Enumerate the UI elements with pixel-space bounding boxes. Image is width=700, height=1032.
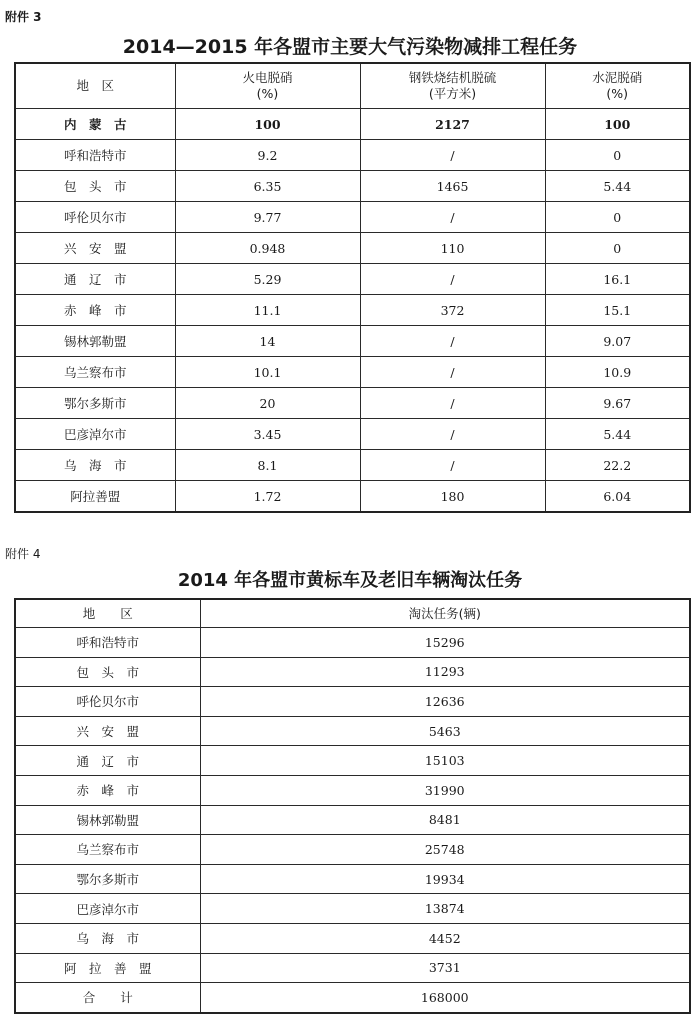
header-region bbox=[15, 63, 175, 109]
steel-sintering-value: 2127 bbox=[360, 109, 545, 140]
table-row bbox=[15, 983, 690, 1013]
thermal-power-value: 8.1 bbox=[175, 450, 360, 481]
vehicle-elimination-table bbox=[14, 598, 691, 1014]
region-cell: 内 蒙 古 bbox=[15, 109, 175, 140]
header-region-label: 地 区 bbox=[76, 78, 114, 93]
header-steel-sintering-desulfurization bbox=[360, 63, 545, 109]
cement-value: 22.2 bbox=[545, 450, 690, 481]
table-row bbox=[15, 628, 690, 658]
table-row bbox=[15, 657, 690, 687]
table-row bbox=[15, 419, 690, 450]
cement-value: 9.67 bbox=[545, 388, 690, 419]
table-row bbox=[15, 171, 690, 202]
annex-3-title: 2014—2015 年各盟市主要大气污染物减排工程任务 bbox=[122, 36, 578, 58]
elimination-value: 15296 bbox=[200, 628, 690, 658]
region-cell: 通 辽 市 bbox=[15, 264, 175, 295]
cement-value: 5.44 bbox=[545, 419, 690, 450]
region-cell: 乌 海 市 bbox=[15, 923, 200, 953]
steel-sintering-value: 372 bbox=[360, 295, 545, 326]
steel-sintering-value: / bbox=[360, 419, 545, 450]
region-cell: 阿 拉 善 盟 bbox=[15, 953, 200, 983]
region-cell: 兴 安 盟 bbox=[15, 716, 200, 746]
steel-sintering-value: / bbox=[360, 450, 545, 481]
table-row bbox=[15, 835, 690, 865]
thermal-power-value: 1.72 bbox=[175, 481, 360, 513]
table-row bbox=[15, 805, 690, 835]
elimination-value: 11293 bbox=[200, 657, 690, 687]
table-row bbox=[15, 746, 690, 776]
thermal-power-value: 100 bbox=[175, 109, 360, 140]
annex-3-label: 附件 3 bbox=[5, 10, 42, 24]
cement-value: 0 bbox=[545, 202, 690, 233]
emission-reduction-table bbox=[14, 62, 691, 513]
header-region: 地 区 bbox=[15, 599, 200, 628]
thermal-power-value: 9.2 bbox=[175, 140, 360, 171]
region-cell: 锡林郭勒盟 bbox=[15, 805, 200, 835]
steel-sintering-value: 180 bbox=[360, 481, 545, 513]
cement-value: 0 bbox=[545, 233, 690, 264]
steel-sintering-value: / bbox=[360, 357, 545, 388]
cement-value: 9.07 bbox=[545, 326, 690, 357]
elimination-value: 19934 bbox=[200, 864, 690, 894]
thermal-power-value: 14 bbox=[175, 326, 360, 357]
region-cell: 呼和浩特市 bbox=[15, 628, 200, 658]
table-row bbox=[15, 481, 690, 513]
header-thermal-power-denitration bbox=[175, 63, 360, 109]
region-cell: 赤 峰 市 bbox=[15, 775, 200, 805]
header-col3-line1: 水泥脱硝 bbox=[592, 70, 643, 85]
table-row bbox=[15, 864, 690, 894]
thermal-power-value: 5.29 bbox=[175, 264, 360, 295]
elimination-value: 8481 bbox=[200, 805, 690, 835]
region-cell: 赤 峰 市 bbox=[15, 295, 175, 326]
steel-sintering-value: / bbox=[360, 264, 545, 295]
table-row bbox=[15, 295, 690, 326]
region-cell: 鄂尔多斯市 bbox=[15, 388, 175, 419]
table-row bbox=[15, 388, 690, 419]
region-cell: 乌兰察布市 bbox=[15, 835, 200, 865]
table-row bbox=[15, 953, 690, 983]
table-row bbox=[15, 233, 690, 264]
elimination-value: 31990 bbox=[200, 775, 690, 805]
region-cell: 呼伦贝尔市 bbox=[15, 687, 200, 717]
region-cell: 包 头 市 bbox=[15, 657, 200, 687]
header-col2-line1: 钢铁烧结机脱硫 bbox=[408, 70, 497, 85]
steel-sintering-value: / bbox=[360, 140, 545, 171]
region-cell: 合 计 bbox=[15, 983, 200, 1013]
elimination-value: 5463 bbox=[200, 716, 690, 746]
steel-sintering-value: / bbox=[360, 388, 545, 419]
header-col2-line2: (平方米) bbox=[428, 86, 477, 101]
header-cement-denitration bbox=[545, 63, 690, 109]
thermal-power-value: 6.35 bbox=[175, 171, 360, 202]
table-row bbox=[15, 109, 690, 140]
cement-value: 100 bbox=[545, 109, 690, 140]
region-cell: 乌 海 市 bbox=[15, 450, 175, 481]
table-row bbox=[15, 923, 690, 953]
steel-sintering-value: / bbox=[360, 326, 545, 357]
region-cell: 呼伦贝尔市 bbox=[15, 202, 175, 233]
region-cell: 兴 安 盟 bbox=[15, 233, 175, 264]
elimination-value: 3731 bbox=[200, 953, 690, 983]
thermal-power-value: 3.45 bbox=[175, 419, 360, 450]
elimination-value: 15103 bbox=[200, 746, 690, 776]
table-row bbox=[15, 894, 690, 924]
cement-value: 6.04 bbox=[545, 481, 690, 513]
annex-4-label: 附件 4 bbox=[5, 547, 41, 561]
region-cell: 通 辽 市 bbox=[15, 746, 200, 776]
region-cell: 巴彦淖尔市 bbox=[15, 894, 200, 924]
table-row bbox=[15, 202, 690, 233]
elimination-value: 25748 bbox=[200, 835, 690, 865]
region-cell: 鄂尔多斯市 bbox=[15, 864, 200, 894]
table-row bbox=[15, 716, 690, 746]
thermal-power-value: 10.1 bbox=[175, 357, 360, 388]
region-cell: 呼和浩特市 bbox=[15, 140, 175, 171]
table-row bbox=[15, 357, 690, 388]
thermal-power-value: 0.948 bbox=[175, 233, 360, 264]
region-cell: 乌兰察布市 bbox=[15, 357, 175, 388]
table-header-row bbox=[15, 63, 690, 109]
cement-value: 5.44 bbox=[545, 171, 690, 202]
table-row bbox=[15, 326, 690, 357]
steel-sintering-value: 1465 bbox=[360, 171, 545, 202]
header-col1-line1: 火电脱硝 bbox=[242, 70, 293, 85]
table-row bbox=[15, 775, 690, 805]
table-row bbox=[15, 450, 690, 481]
region-cell: 锡林郭勒盟 bbox=[15, 326, 175, 357]
region-cell: 巴彦淖尔市 bbox=[15, 419, 175, 450]
thermal-power-value: 11.1 bbox=[175, 295, 360, 326]
thermal-power-value: 9.77 bbox=[175, 202, 360, 233]
elimination-value: 168000 bbox=[200, 983, 690, 1013]
steel-sintering-value: 110 bbox=[360, 233, 545, 264]
steel-sintering-value: / bbox=[360, 202, 545, 233]
annex-4-title: 2014 年各盟市黄标车及老旧车辆淘汰任务 bbox=[177, 570, 523, 591]
region-cell: 包 头 市 bbox=[15, 171, 175, 202]
header-col3-line2: (%) bbox=[606, 86, 629, 101]
cement-value: 0 bbox=[545, 140, 690, 171]
thermal-power-value: 20 bbox=[175, 388, 360, 419]
cement-value: 10.9 bbox=[545, 357, 690, 388]
header-elimination-task: 淘汰任务(辆) bbox=[200, 599, 690, 628]
elimination-value: 12636 bbox=[200, 687, 690, 717]
cement-value: 16.1 bbox=[545, 264, 690, 295]
table-row bbox=[15, 140, 690, 171]
table-row bbox=[15, 264, 690, 295]
header-col1-line2: (%) bbox=[256, 86, 279, 101]
table-header-row bbox=[15, 599, 690, 628]
region-cell: 阿拉善盟 bbox=[15, 481, 175, 513]
cement-value: 15.1 bbox=[545, 295, 690, 326]
elimination-value: 4452 bbox=[200, 923, 690, 953]
elimination-value: 13874 bbox=[200, 894, 690, 924]
table-row bbox=[15, 687, 690, 717]
